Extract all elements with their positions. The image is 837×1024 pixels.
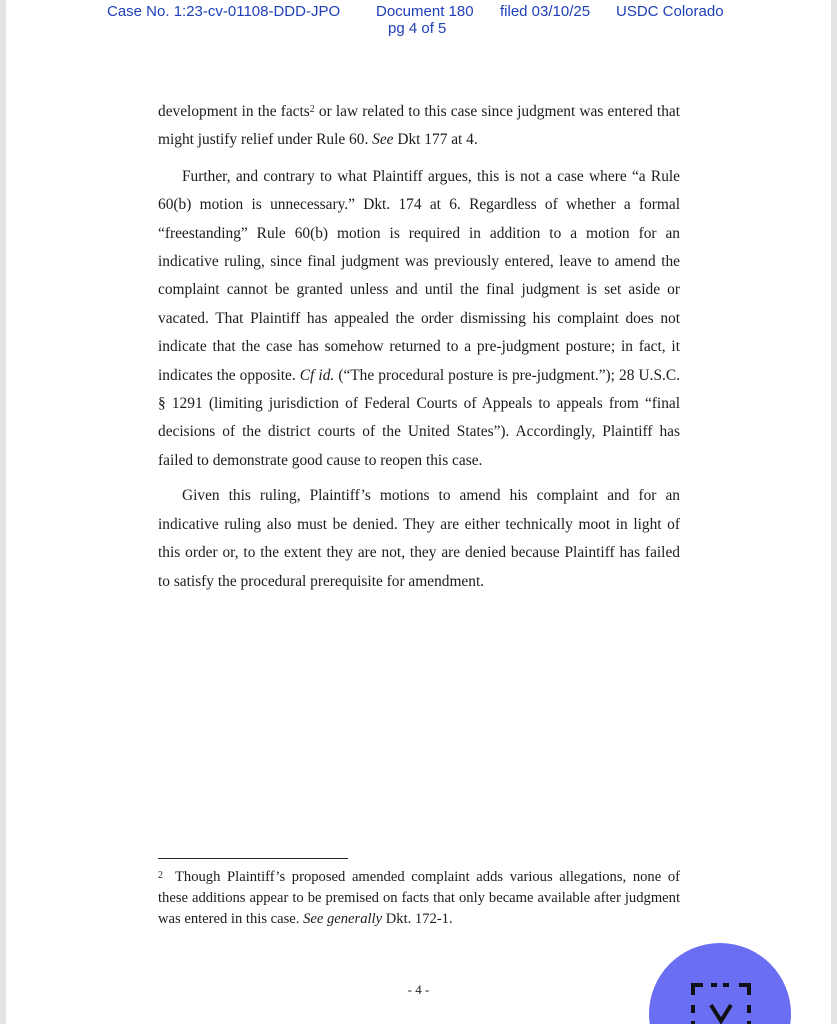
screenshot-crop-icon: [689, 981, 753, 1024]
filed-date: filed 03/10/25: [500, 3, 591, 20]
paragraph-1: development in the facts$^2$ or law related to this case since judgment was entered that might justify relief under Rule 60. See Dkt 177 at 4.: [158, 103, 680, 149]
document-page: [6, 0, 831, 1024]
paragraph-2: Further, and contrary to what Plaintiff argues, this is not a case where “a Rule 60(b) motion is unnecessary.” Dkt. 174 at 6. Regardless of whether a formal “freestanding” Rule 60(b) motion is required in addition to a motion for an indicative ruling, since final judgment was previously entered, leave to amend the complaint cannot be granted unless and until the final judgment is set aside or vacated. That Plaintiff has appealed the order dismissing his complaint does not indicate that the case has somehow returned to a pre-judgment posture; in fact, it indicates the opposite. Cf id. (“The procedural posture is pre-judgment.”); 28 U.S.C. § 1291 (limiting jurisdiction of Federal Courts of Appeals to appeals from “final decisions of the district courts of the United States”). Accordingly, Plaintiff has failed to demonstrate good cause to reopen this case.: [158, 167, 680, 469]
footnote-number: 2: [158, 870, 163, 881]
footnote: $^2$ Though Plaintiff’s proposed amended complaint adds various allegations, none of these additions appear to be premised on facts that only became available after judgment was entered in this case. See generally Dkt. 172-1.: [158, 869, 680, 927]
page-of: pg 4 of 5: [388, 20, 447, 37]
case-number: Case No. 1:23-cv-01108-DDD-JPO: [107, 3, 341, 20]
paragraph-3: Given this ruling, Plaintiff’s motions to amend his complaint and for an indicative ruling also must be denied. They are either technically moot in light of this order or, to the extent they are not, they are denied because Plaintiff has failed to satisfy the procedural prerequisite for amendment.: [158, 487, 680, 590]
footnote-divider: [158, 858, 348, 859]
screenshot-button[interactable]: [649, 943, 791, 1024]
footnote-ref: 2: [309, 104, 315, 115]
page-number: - 4 -: [407, 982, 430, 997]
court-name: USDC Colorado: [616, 3, 724, 20]
document-number: Document 180: [376, 3, 474, 20]
body-text: [158, 96, 680, 596]
